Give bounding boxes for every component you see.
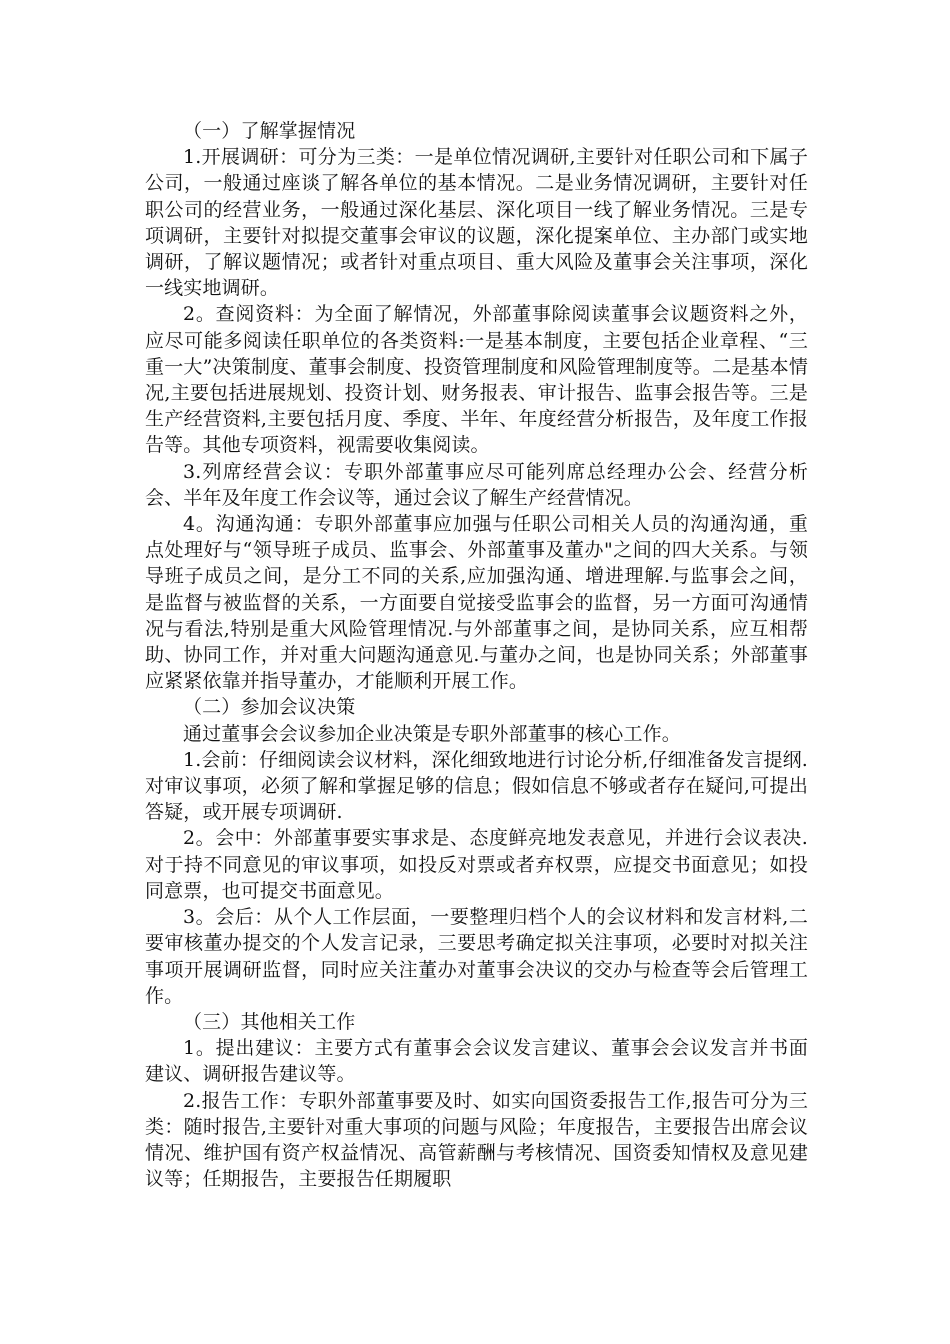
section-heading-2: （二）参加会议决策 <box>183 696 356 719</box>
paragraph-decision-intro: 通过董事会会议参加企业决策是专职外部董事的核心工作。 <box>183 722 681 745</box>
paragraph-attend-meetings: 3.列席经营会议：专职外部董事应尽可能列席总经理办公会、经营分析会、半年及年度工作会议等，通过会议了解生产经营情况。 <box>145 460 808 509</box>
paragraph-communication: 4。沟通沟通：专职外部董事应加强与任职公司相关人员的沟通沟通，重点处理好与“领导班子成员、监事会、外部董事及董办"之间的四大关系。与领导班子成员之间，是分工不同的关系,应加强沟通、增进理解.与监事会之间，是监督与被监督的关系，一方面要自觉接受监事会的监督，另一方面可沟通情况与看法,特别是重大风险管理情况.与外部董事之间，是协同关系，应互相帮助、协同工作，并对重大问题沟通意见.与董办之间，也是协同关系；外部董事应紧紧依靠并指导董办，才能顺利开展工作。 <box>145 513 808 693</box>
paragraph-review-materials: 2。查阅资料：为全面了解情况，外部董事除阅读董事会议题资料之外，应尽可能多阅读任职单位的各类资料:一是基本制度，主要包括企业章程、“三重一大”决策制度、董事会制度、投资管理制度和风险管理制度等。二是基本情况,主要包括进展规划、投资计划、财务报表、审计报告、监事会报告等。三是生产经营资料,主要包括月度、季度、半年、年度经营分析报告，及年度工作报告等。其他专项资料，视需要收集阅读。 <box>145 303 808 457</box>
paragraph-research: 1.开展调研：可分为三类：一是单位情况调研,主要针对任职公司和下属子公司，一般通过座谈了解各单位的基本情况。二是业务情况调研，主要针对任职公司的经营业务，一般通过深化基层、深化项目一线了解业务情况。三是专项调研，主要针对拟提交董事会审议的议题，深化提案单位、主办部门或实地调研，了解议题情况；或者针对重点项目、重大风险及董事会关注事项，深化一线实地调研。 <box>145 146 808 300</box>
section-heading-1: （一）了解掌握情况 <box>183 120 356 142</box>
paragraph-after-meeting: 3。会后：从个人工作层面，一要整理归档个人的会议材料和发言材料,二要审核董办提交的个人发言记录，三要思考确定拟关注事项，必要时对拟关注事项开展调研监督，同时应关注董办对董事会决议的交办与检查等会后管理工作。 <box>145 906 808 1007</box>
paragraph-reporting: 2.报告工作：专职外部董事要及时、如实向国资委报告工作,报告可分为三类：随时报告,主要针对重大事项的问题与风险；年度报告，主要报告出席会议情况、维护国有资产权益情况、高管薪酬与考核情况、国资委知情权及意见建议等；任期报告，主要报告任期履职 <box>145 1089 808 1191</box>
document-page <box>145 118 808 1192</box>
paragraph-suggestions: 1。提出建议：主要方式有董事会会议发言建议、董事会会议发言并书面建议、调研报告建议等。 <box>145 1037 808 1086</box>
paragraph-before-meeting: 1.会前：仔细阅读会议材料，深化细致地进行讨论分析,仔细准备发言提纲.对审议事项，必须了解和掌握足够的信息；假如信息不够或者存在疑问,可提出答疑，或开展专项调研. <box>145 748 808 824</box>
paragraph-during-meeting: 2。会中：外部董事要实事求是、态度鲜亮地发表意见，并进行会议表决.对于持不同意见的审议事项，如投反对票或者弃权票，应提交书面意见；如投同意票，也可提交书面意见。 <box>145 827 808 902</box>
section-heading-3: （三）其他相关工作 <box>183 1010 356 1033</box>
